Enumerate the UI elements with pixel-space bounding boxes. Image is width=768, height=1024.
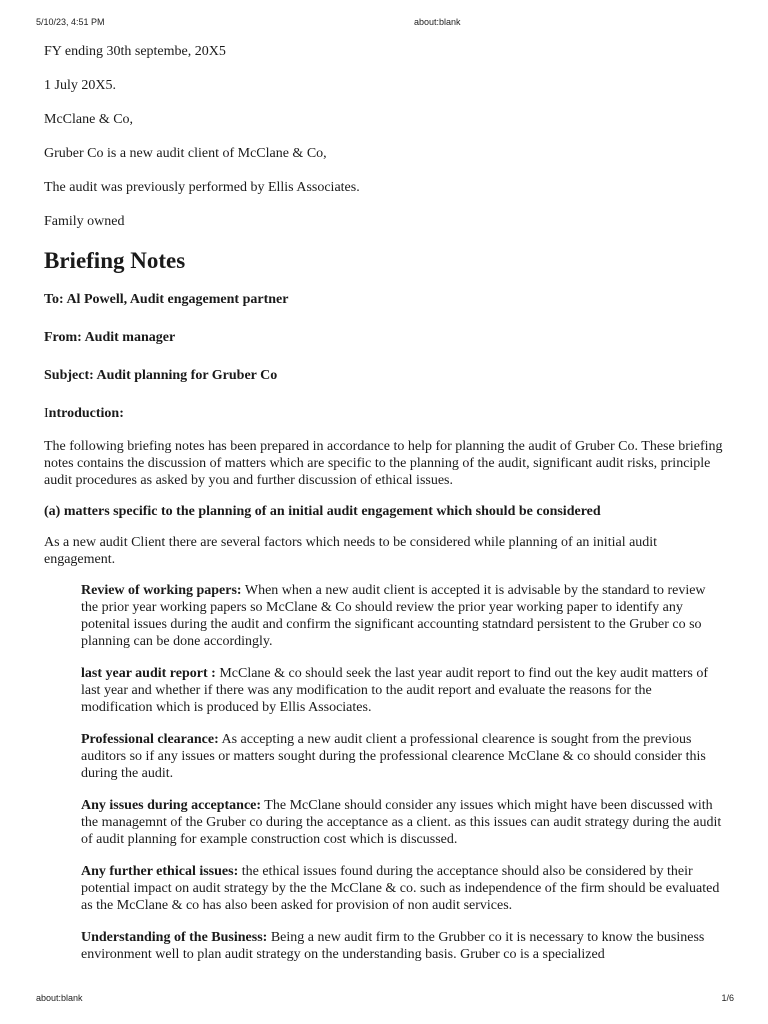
introduction-initial: I [44,406,49,421]
client-line: Gruber Co is a new audit client of McClane & Co, [44,146,327,161]
item-text: the ethical issues found during the acceptance should also be considered by their potential impact on audit strategy by the the McClane & co. such as independence of the firm should be evaluated as the McClane & co has also been asked for provision of non audit services. [81,864,720,913]
print-page-url: about:blank [414,17,461,27]
item-professional-clearance [81,731,725,782]
item-label: Any further ethical issues: [81,864,239,879]
item-last-year-audit-report [81,665,725,716]
page-number: 1/6 [721,993,734,1003]
document-body [44,43,730,978]
footer-url: about:blank [36,993,83,1003]
item-label: Professional clearance: [81,732,219,747]
item-text: Being a new audit firm to the Grubber co it is necessary to know the business environment well to plan audit strategy on the understanding basis. Gruber co is a specialized [81,930,705,962]
item-label: Understanding of the Business: [81,930,268,945]
item-text: The McClane should consider any issues which might have been discussed with the managemnt of the Gruber co during the acceptance as a client. as this issues can audit strategy during the audit of audit planning for example construction cost which is discussed. [81,798,722,847]
firm-line: McClane & Co, [44,112,134,127]
item-understanding-business [81,929,725,963]
print-datetime: 5/10/23, 4:51 PM [36,17,105,27]
fy-line: FY ending 30th septembe, 20X5 [44,44,226,59]
item-label: last year audit report : [81,666,216,681]
section-a-lead: As a new audit Client there are several factors which needs to be considered while planning of an initial audit engagement. [44,535,658,567]
item-review-working-papers [81,582,725,650]
memo-to: To: Al Powell, Audit engagement partner [44,292,289,307]
memo-subject: Subject: Audit planning for Gruber Co [44,368,278,383]
introduction-paragraph: The following briefing notes has been prepared in accordance to help for planning the audit of Gruber Co. These briefing notes contains the discussion of matters which are specific to the planning of the audit, significant audit risks, principle audit procedures as asked by you and further discussion of ethical issues. [44,439,723,488]
previous-auditor-line: The audit was previously performed by Ellis Associates. [44,180,360,195]
item-label: Review of working papers: [81,583,242,598]
section-a-heading: (a) matters specific to the planning of an initial audit engagement which should be considered [44,504,601,519]
page-title: Briefing Notes [44,248,186,273]
introduction-heading-rest: ntroduction: [48,406,124,421]
item-text: As accepting a new audit client a professional clearence is sought from the previous auditors so if any issues or matters sought during the professional clearence McClane & co should consider this during the audit. [81,732,706,781]
introduction-heading [44,405,730,422]
memo-from: From: Audit manager [44,330,176,345]
ownership-line: Family owned [44,214,125,229]
print-header [0,17,768,33]
item-text: McClane & co should seek the last year audit report to find out the key audit matters of last year and whether if there was any modification to the audit report and evaluate the reasons for the modification which is produced by Ellis Associates. [81,666,709,715]
date-line: 1 July 20X5. [44,78,116,93]
item-further-ethical-issues [81,863,725,914]
print-footer [0,993,768,1009]
item-text: When when a new audit client is accepted it is advisable by the standard to review the prior year working papers so McClane & Co should review the prior year working paper to identify any potenital issues during the audit and confirm the significant accounting statndard persistent to the Gruber co so planning can be done accordingly. [81,583,706,649]
item-label: Any issues during acceptance: [81,798,262,813]
item-issues-during-acceptance [81,797,725,848]
